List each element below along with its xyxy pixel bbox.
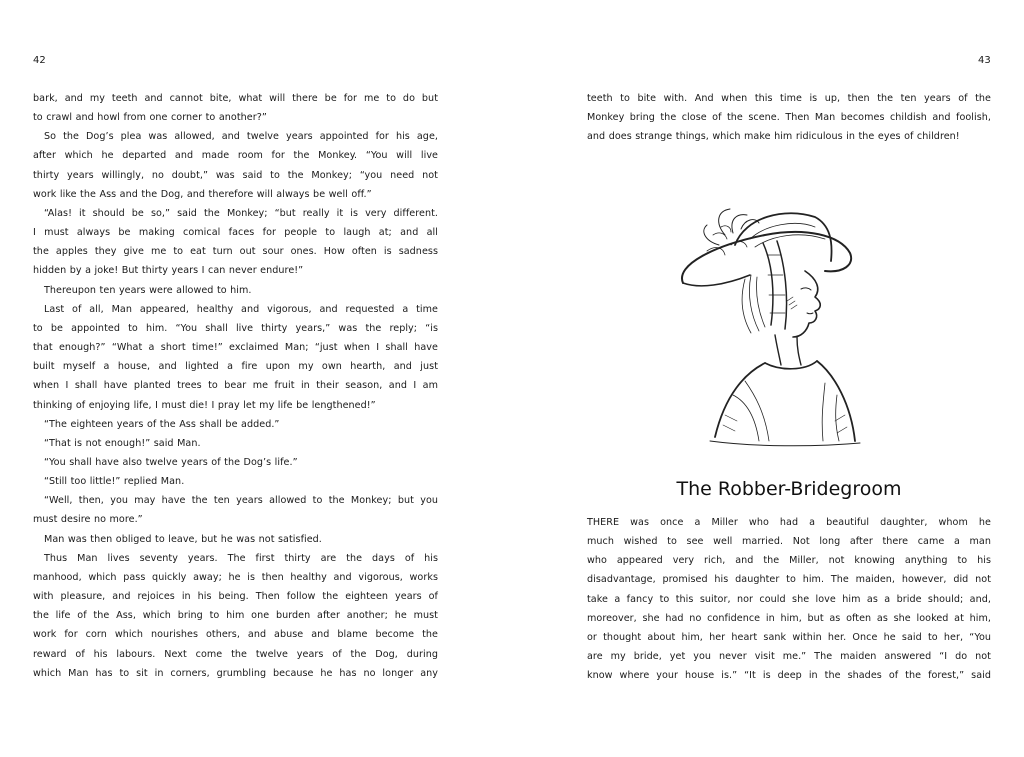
text-line: So the Dog’s plea was allowed, and twelve years appointed for his age,	[44, 131, 438, 143]
text-line: must desire no more.”	[33, 514, 143, 526]
text-line: “Alas! it should be so,” said the Monkey; “but really it is very different.	[44, 207, 438, 219]
text-line: which Man has to sit in corners, grumbling because he has no longer any	[33, 667, 438, 679]
text-line: after which he departed and made room for the Monkey. “You will live	[33, 150, 438, 162]
text-line: built myself a house, and lighted a fire upon my own hearth, and just	[33, 361, 438, 373]
text-line: and does strange things, which make him ridiculous in the eyes of children!	[587, 131, 960, 143]
text-line: Man was then obliged to leave, but he was not satisfied.	[44, 533, 322, 545]
text-line: THERE was once a Miller who had a beautiful daughter, whom he	[587, 517, 991, 528]
text-line: “You shall have also twelve years of the Dog’s life.”	[44, 456, 298, 468]
text-line: know where your house is.” “It is deep in the shades of the forest,” said	[587, 670, 991, 682]
page-number-right: 43	[978, 55, 991, 66]
text-line: that enough?” “What a short time!” exclaimed Man; “just when I shall have	[33, 342, 438, 354]
text-line: Thereupon ten years were allowed to him.	[44, 284, 252, 296]
text-line: teeth to bite with. And when this time is up, then the ten years of the	[587, 93, 991, 104]
text-line: manhood, which pass quickly away; he is then healthy and vigorous, works	[33, 571, 438, 583]
text-line: who appeared very rich, and the Miller, not knowing anything to his	[587, 555, 991, 567]
text-line: Thus Man lives seventy years. The first thirty are the days of his	[44, 552, 438, 564]
text-line: hidden by a joke! But thirty years I can never endure!”	[33, 265, 304, 277]
text-line: with pleasure, and rejoices in his being. Then follow the eighteen years of	[33, 591, 438, 603]
text-line: thinking of enjoying life, I must die! I pray let my life be lengthened!”	[33, 399, 376, 411]
page-number-left: 42	[33, 55, 46, 66]
text-line: “Still too little!” replied Man.	[44, 476, 185, 488]
right-page-text-top	[587, 89, 991, 146]
text-line: to be appointed to him. “You shall live thirty years,” was the reply; “is	[33, 322, 438, 334]
girl-in-bonnet-illustration	[655, 205, 870, 455]
right-page-text-bottom	[587, 513, 991, 685]
text-line: take a fancy to this suitor, nor could she love him as a bride should; and,	[587, 593, 991, 605]
text-line: Monkey bring the close of the scene. Then Man becomes childish and foolish,	[587, 112, 991, 124]
text-line: the apples they give me to eat turn out sour ones. How often is sadness	[33, 246, 438, 258]
text-line: “That is not enough!” said Man.	[44, 437, 201, 449]
text-line: “The eighteen years of the Ass shall be added.”	[44, 418, 280, 430]
text-line: are my bride, yet you never visit me.” The maiden answered “I do not	[587, 651, 991, 663]
text-line: work like the Ass and the Dog, and therefore will always be well off.”	[33, 188, 372, 200]
text-line: when I shall have planted trees to bear me fruit in their season, and I am	[33, 380, 438, 392]
text-line: moreover, she had no confidence in him, but as often as she looked at him,	[587, 612, 991, 624]
left-page-text	[33, 89, 438, 683]
text-line: bark, and my teeth and cannot bite, what will there be for me to do but	[33, 93, 438, 104]
text-line: reward of his labours. Next come the twelve years of the Dog, during	[33, 648, 438, 660]
text-line: “Well, then, you may have the ten years allowed to the Monkey; but you	[44, 495, 438, 507]
text-line: the life of the Ass, which bring to him one burden after another; he must	[33, 610, 438, 622]
text-line: work for corn which nourishes others, and abuse and blame become the	[33, 629, 438, 641]
text-line: or thought about him, her heart sank within her. Once he said to her, “You	[587, 631, 991, 643]
story-title: The Robber-Bridegroom	[676, 478, 902, 500]
text-line: I must always be making comical faces for people to laugh at; and all	[33, 227, 438, 239]
text-line: disadvantage, promised his daughter to him. The maiden, however, did not	[587, 574, 991, 586]
text-line: thirty years willingly, no doubt,” was said to the Monkey; “you need not	[33, 169, 438, 181]
text-line: to crawl and howl from one corner to another?”	[33, 112, 267, 124]
text-line: much wished to see well married. Not long after there came a man	[587, 536, 991, 548]
text-line: Last of all, Man appeared, healthy and vigorous, and requested a time	[44, 303, 438, 315]
